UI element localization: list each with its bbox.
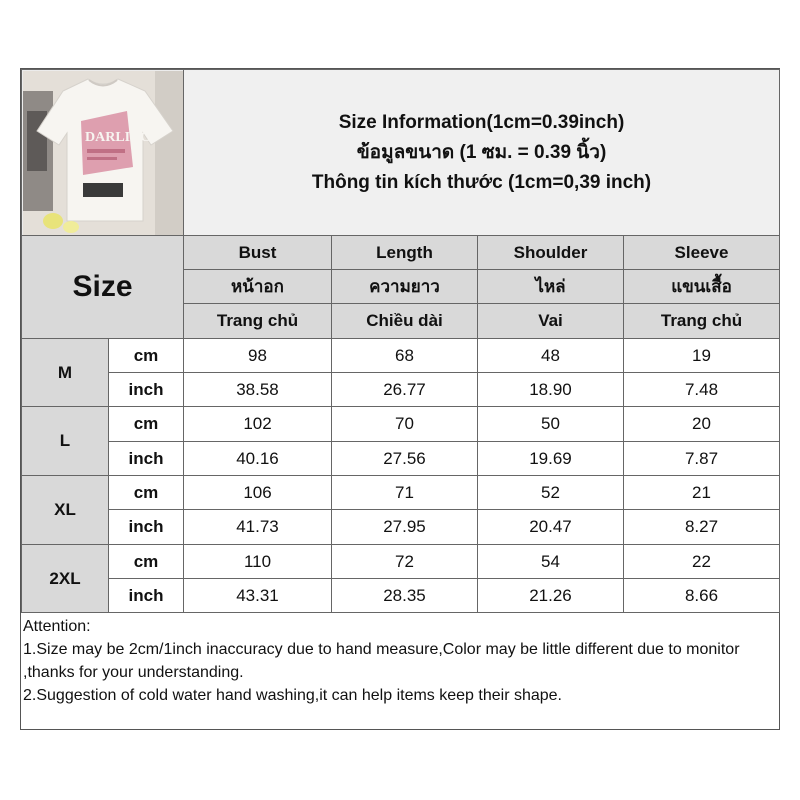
m-shoulder-inch: 18.90 xyxy=(478,373,624,407)
title-row xyxy=(22,70,780,236)
m-bust-cm: 98 xyxy=(184,339,332,373)
unit-inch: inch xyxy=(109,442,184,476)
size-label-cell xyxy=(22,236,184,339)
col-sleeve-th: แขนเสื้อ xyxy=(624,270,780,304)
xl-bust-cm: 106 xyxy=(184,476,332,510)
product-photo xyxy=(23,71,183,235)
l-length-cm: 70 xyxy=(332,407,478,442)
m-shoulder-cm: 48 xyxy=(478,339,624,373)
2xl-shoulder-cm: 54 xyxy=(478,545,624,579)
m-length-inch: 26.77 xyxy=(332,373,478,407)
header-row-english xyxy=(22,236,780,270)
table-row xyxy=(22,442,780,476)
tshirt-illustration xyxy=(23,71,183,235)
xl-sleeve-inch: 8.27 xyxy=(624,510,780,545)
table-row xyxy=(22,579,780,613)
2xl-bust-cm: 110 xyxy=(184,545,332,579)
col-length-en: Length xyxy=(332,236,478,270)
m-length-cm: 68 xyxy=(332,339,478,373)
unit-inch: inch xyxy=(109,373,184,407)
size-label: Size xyxy=(72,270,133,303)
l-sleeve-cm: 20 xyxy=(624,407,780,442)
m-sleeve-inch: 7.48 xyxy=(624,373,780,407)
xl-length-inch: 27.95 xyxy=(332,510,478,545)
attention-heading: Attention: xyxy=(23,618,91,635)
size-table xyxy=(21,69,780,613)
col-shoulder-th: ไหล่ xyxy=(478,270,624,304)
svg-text:DARLING: DARLING xyxy=(84,129,151,145)
col-sleeve-en: Sleeve xyxy=(624,236,780,270)
size-chart-sheet xyxy=(20,68,780,730)
table-row xyxy=(22,476,780,510)
xl-shoulder-cm: 52 xyxy=(478,476,624,510)
2xl-sleeve-cm: 22 xyxy=(624,545,780,579)
col-length-th: ความยาว xyxy=(332,270,478,304)
attention-line-2: 2.Suggestion of cold water hand washing,it can help items keep their shape. xyxy=(23,687,562,704)
title-thai: ข้อมูลขนาด (1 ซม. = 0.39 นิ้ว) xyxy=(356,141,607,163)
table-row xyxy=(22,545,780,579)
2xl-length-cm: 72 xyxy=(332,545,478,579)
col-sleeve-vi: Trang chủ xyxy=(624,304,780,339)
xl-bust-inch: 41.73 xyxy=(184,510,332,545)
col-length-vi: Chiều dài xyxy=(332,304,478,339)
size-xl-label: XL xyxy=(22,476,109,545)
l-sleeve-inch: 7.87 xyxy=(624,442,780,476)
2xl-sleeve-inch: 8.66 xyxy=(624,579,780,613)
unit-cm: cm xyxy=(109,339,184,373)
size-2xl-label: 2XL xyxy=(22,545,109,613)
col-bust-vi: Trang chủ xyxy=(184,304,332,339)
title-english: Size Information(1cm=0.39inch) xyxy=(338,111,625,133)
table-row xyxy=(22,510,780,545)
m-sleeve-cm: 19 xyxy=(624,339,780,373)
xl-length-cm: 71 xyxy=(332,476,478,510)
table-row xyxy=(22,339,780,373)
col-bust-en: Bust xyxy=(184,236,332,270)
col-shoulder-vi: Vai xyxy=(478,304,624,339)
title-vietnamese: Thông tin kích thước (1cm=0,39 inch) xyxy=(311,171,652,193)
l-shoulder-inch: 19.69 xyxy=(478,442,624,476)
unit-inch: inch xyxy=(109,579,184,613)
2xl-shoulder-inch: 21.26 xyxy=(478,579,624,613)
l-bust-inch: 40.16 xyxy=(184,442,332,476)
size-m-label: M xyxy=(22,339,109,407)
table-row xyxy=(22,373,780,407)
title-cell xyxy=(184,70,780,236)
xl-sleeve-cm: 21 xyxy=(624,476,780,510)
xl-shoulder-inch: 20.47 xyxy=(478,510,624,545)
product-photo-cell xyxy=(22,70,184,236)
col-shoulder-en: Shoulder xyxy=(478,236,624,270)
2xl-length-inch: 28.35 xyxy=(332,579,478,613)
table-row xyxy=(22,407,780,442)
2xl-bust-inch: 43.31 xyxy=(184,579,332,613)
m-bust-inch: 38.58 xyxy=(184,373,332,407)
unit-inch: inch xyxy=(109,510,184,545)
l-bust-cm: 102 xyxy=(184,407,332,442)
unit-cm: cm xyxy=(109,545,184,579)
l-shoulder-cm: 50 xyxy=(478,407,624,442)
l-length-inch: 27.56 xyxy=(332,442,478,476)
attention-notes xyxy=(23,615,775,707)
unit-cm: cm xyxy=(109,476,184,510)
unit-cm: cm xyxy=(109,407,184,442)
attention-line-1: 1.Size may be 2cm/1inch inaccuracy due to hand measure,Color may be little different due to monitor ,thanks for your understanding. xyxy=(23,641,740,681)
size-l-label: L xyxy=(22,407,109,476)
col-bust-th: หน้าอก xyxy=(184,270,332,304)
